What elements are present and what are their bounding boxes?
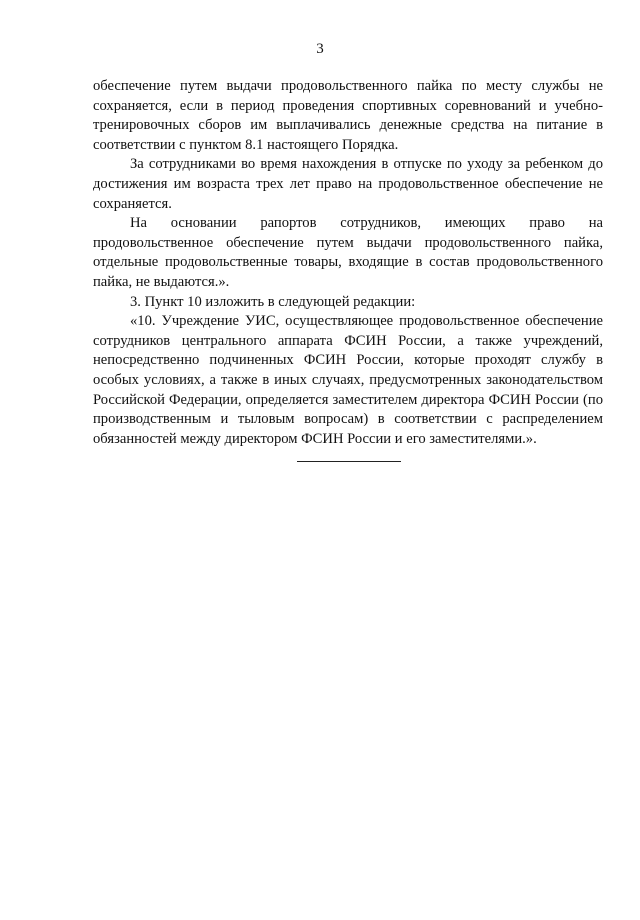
paragraph-clause-3: 3. Пункт 10 изложить в следующей редакции: — [130, 293, 416, 310]
page-number: 3 — [316, 41, 324, 57]
paragraph-reports: На основании рапортов сотрудников, имеющих право на продовольственное обеспечение путем выдачи продовольственного пайка, отдельные продовольственные товары, входящие в состав продовольственного пайка, не выдаются.». — [93, 215, 603, 290]
paragraph-continuation: обеспечение путем выдачи продовольственного пайка по месту службы не сохраняется, если в период проведения спортивных соревнований и учебно-тренировочных сборов им выплачивались денежные средства на питание в соответствии с пунктом 8.1 настоящего Порядка. — [93, 78, 603, 153]
paragraph-clause-10: «10. Учреждение УИС, осуществляющее продовольственное обеспечение сотрудников центрального аппарата ФСИН России, а также учреждений, непосредственно подчиненных ФСИН России, которые проходят службу в особых условиях, а также в иных случаях, предусмотренных законодательством Российской Федерации, определяется заместителем директора ФСИН России (по производственным и тыловым вопросам) в соответствии с распределением обязанностей между директором ФСИН России и его заместителями.». — [93, 313, 603, 447]
document-body — [93, 77, 603, 449]
paragraph-parental-leave: За сотрудниками во время нахождения в отпуске по уходу за ребенком до достижения им возраста трех лет право на продовольственное обеспечение не сохраняется. — [93, 156, 603, 212]
end-separator-line — [297, 461, 401, 462]
